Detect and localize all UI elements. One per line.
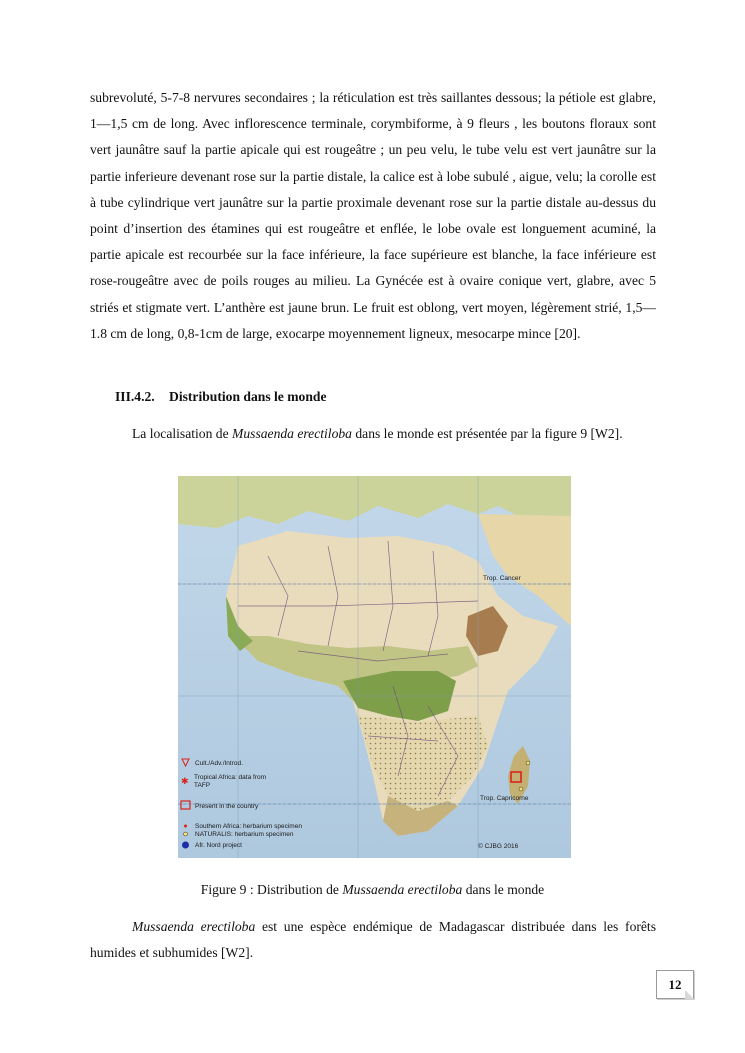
blue-dot-legend-icon (182, 842, 189, 849)
species-name: Mussaenda erectiloba (132, 919, 256, 934)
section-number: III.4.2. (115, 389, 155, 404)
text-fragment: dans le monde est présentée par la figure 9 [W2]. (351, 426, 623, 441)
page-number: 12 (668, 977, 682, 992)
section-title: Distribution dans le monde (169, 389, 327, 404)
text-fragment: La localisation de (132, 426, 233, 441)
yellow-dot-legend-icon (184, 832, 188, 836)
page-fold-corner (685, 990, 694, 999)
body-paragraph-description: subrevoluté, 5-7-8 nervures secondaires ; la réticulation est très saillantes dessous; la pétiole est glabre, 1—1,5 cm de long. Avec inflorescence terminale, corymbiforme, à 9 fleurs , les boutons floraux sont vert jaunâtre sauf la partie apicale qui est rougeâtre ; un peu velu, le tube velu est vert jaunâtre sur la partie inferieure devenant rose sur la partie distale, la calice est à lobe subulé , aigue, velu; la corolle est à tube cylindrique vert jaunâtre sur la partie proximale devenant rose sur la partie distale au-dessus du point d’insertion des étamines qui est rougeâtre et enflée, le lobe ovale est longuement acuminé, la partie apicale est recourbée sur la face inférieure, la face supérieure est blanche, la face inférieure est rose-rougeâtre avec de poils rouges au milieu. La Gynécée est à ovaire conique vert, glabre, avec 5 striés et stigmate vert. L’anthère est jaune brun. Le fruit est oblong, vert moyen, légèrement strié, 1,5—1.8 cm de long, 0,8-1cm de large, exocarpe moyennement ligneux, mesocarpe mince [20]. (90, 90, 656, 341)
species-name: Mussaenda erectiloba (342, 882, 463, 897)
red-dot-legend-icon (184, 825, 187, 828)
tropic-capricorn-label: Trop. Capricorne (480, 795, 529, 802)
legend-label: NATURALIS: herbarium specimen (195, 831, 294, 838)
legend-label: Tropical Africa: data from TAFP (194, 774, 267, 789)
copyright-label: © CJBG 2016 (478, 843, 519, 850)
text-fragment: Figure 9 : Distribution de (200, 882, 343, 897)
tropic-cancer-label: Trop. Cancer (483, 575, 521, 582)
text-fragment: est une espèce endémique de Madagascar distribuée dans les forêts humides et subhumides [W2]. (90, 919, 656, 961)
specimen-dot (526, 761, 530, 765)
body-paragraph-localisation (90, 424, 656, 443)
page-number-box (656, 970, 694, 999)
star-legend-icon: ✱ (181, 776, 189, 786)
section-heading (115, 389, 327, 405)
text-fragment: dans le monde (462, 882, 545, 897)
legend-label: Cult./Adv./Introd. (195, 760, 243, 767)
legend-label: Present in the country (195, 803, 259, 810)
specimen-dot (519, 787, 523, 791)
distribution-map (178, 476, 571, 858)
legend-label: Southern Africa: herbarium specimen (195, 823, 302, 830)
legend-label: Afr. Nord project (195, 842, 242, 849)
species-name: Mussaenda erectiloba (232, 426, 352, 441)
body-paragraph-endemic (90, 914, 656, 966)
figure-caption (0, 882, 745, 898)
africa-map-svg (178, 476, 571, 858)
